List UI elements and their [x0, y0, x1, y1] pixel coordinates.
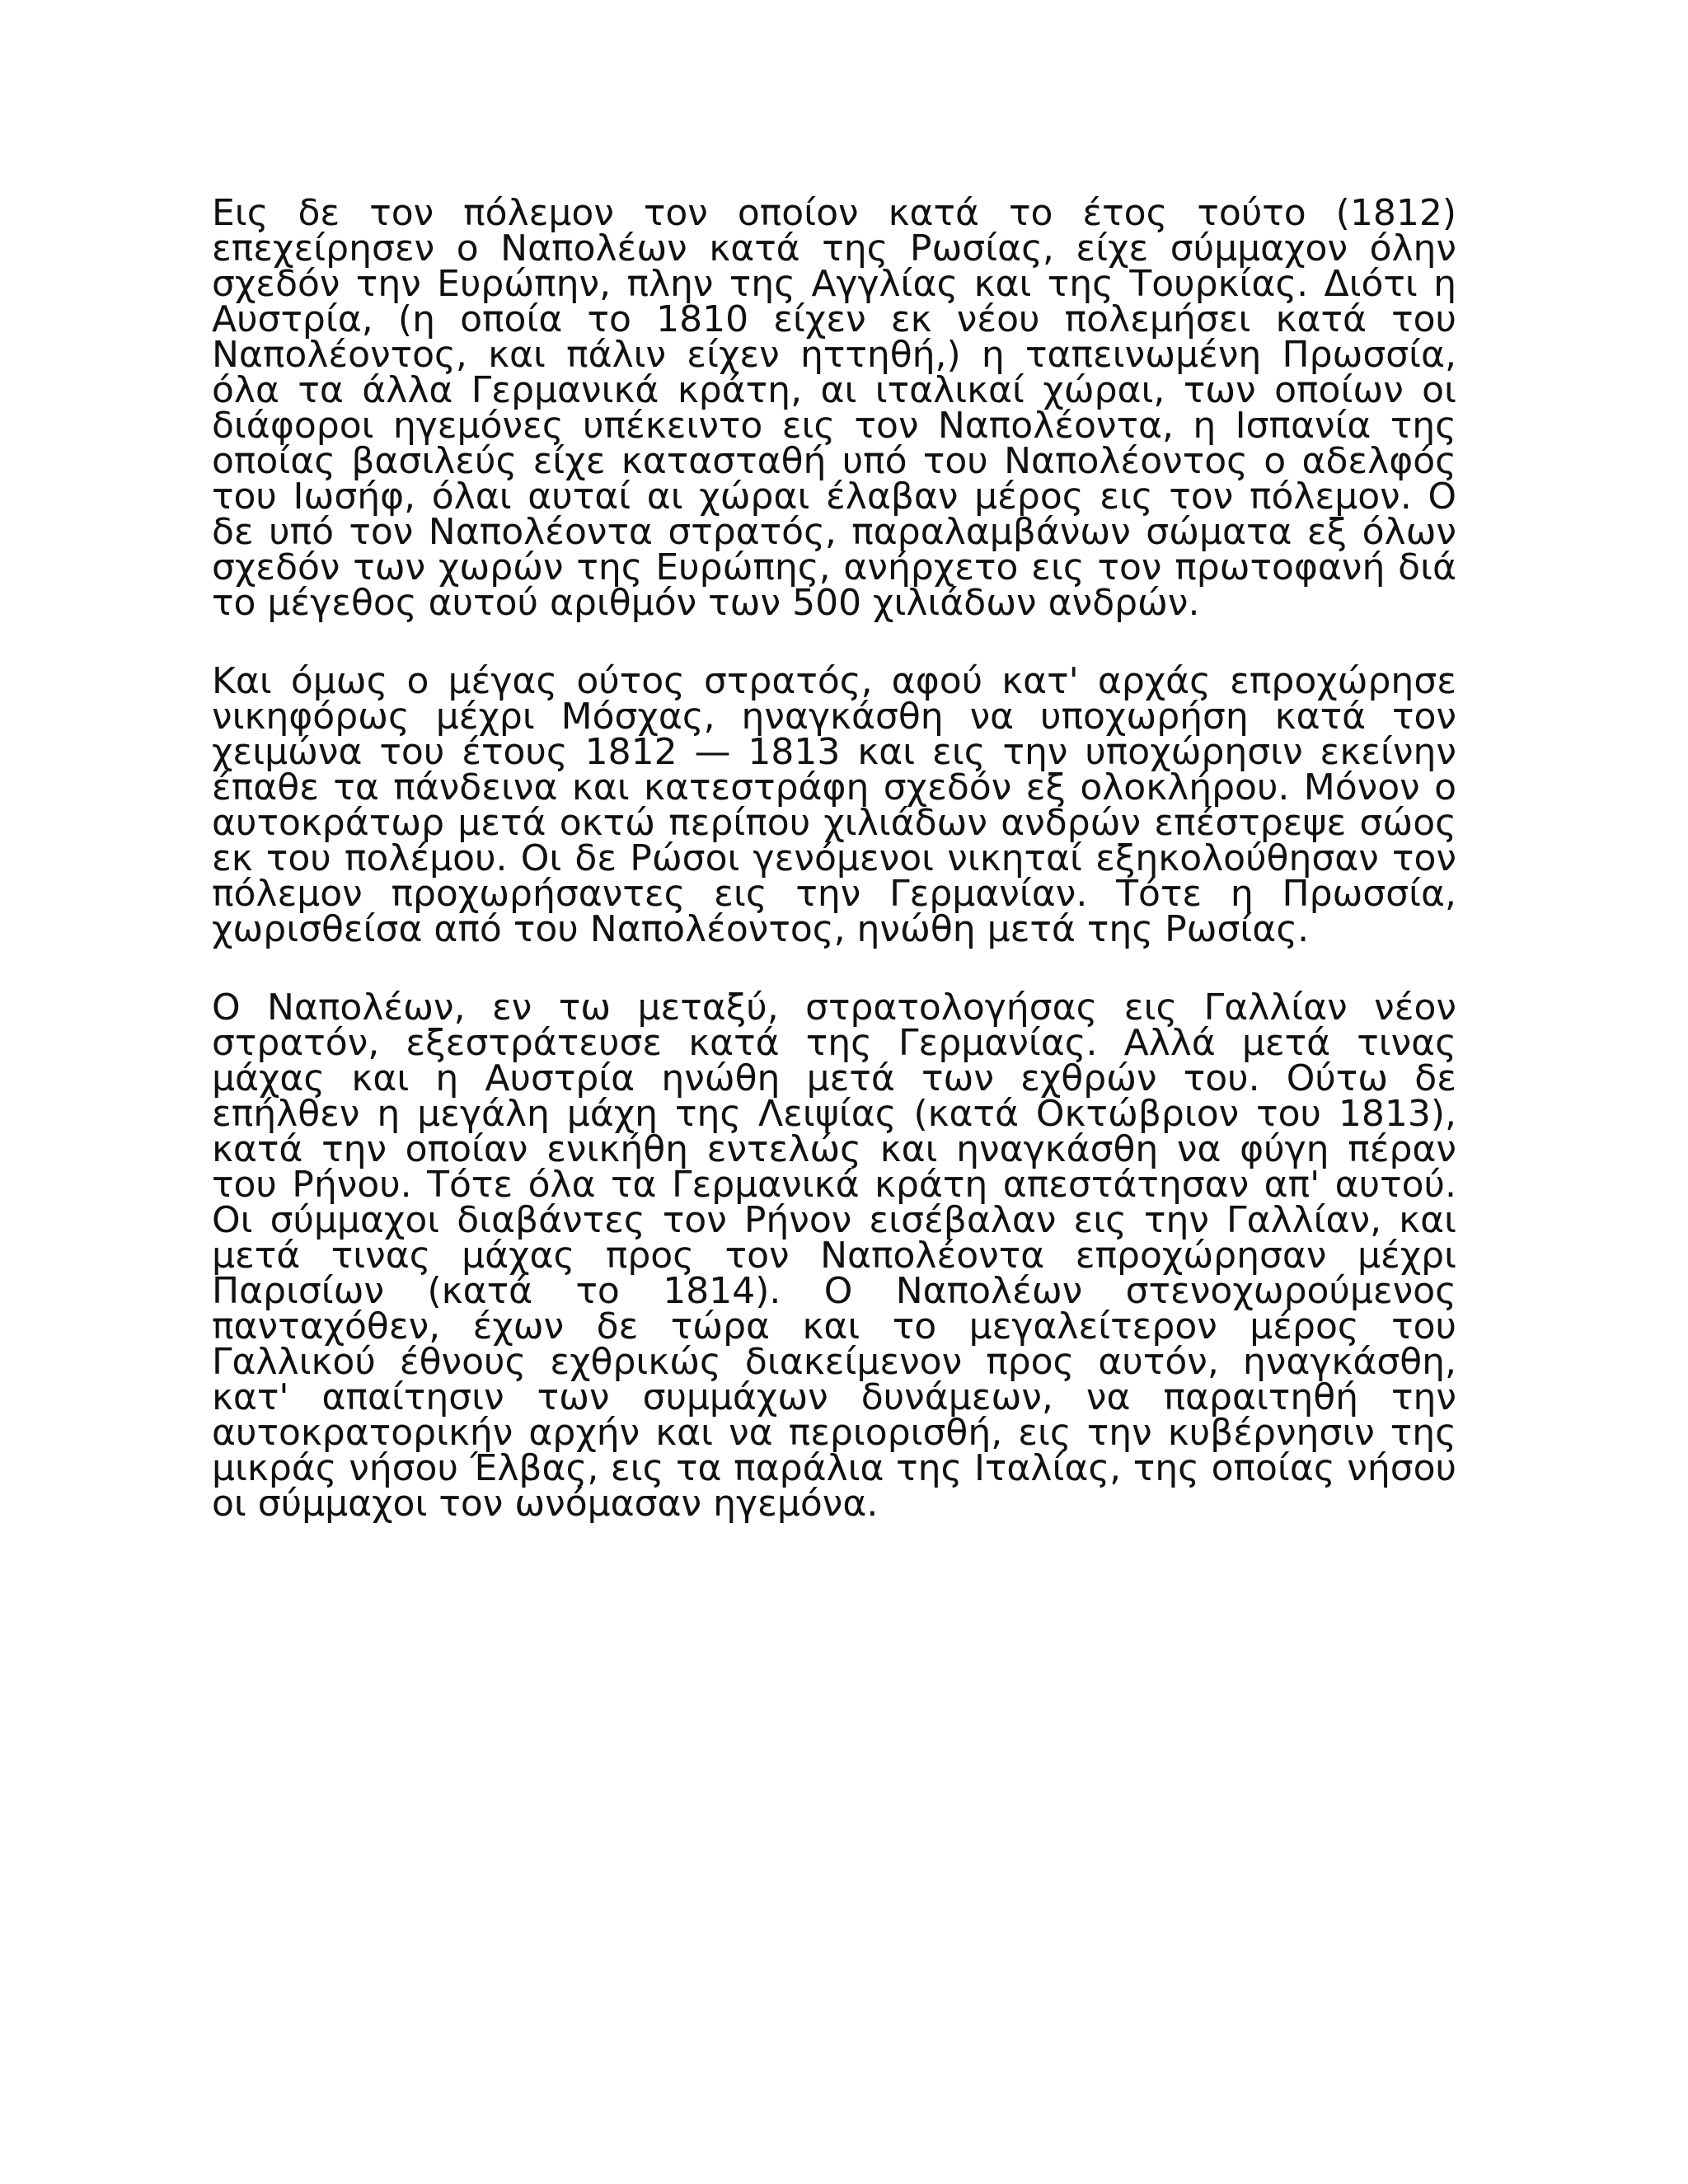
paragraph-2: Και όμως ο μέγας ούτος στρατός, αφού κατ' αρχάς επροχώρησε νικηφόρως μέχρι Μόσχας, ηναγκάσθη να υποχωρήση κατά τον χειμώνα του έτους 1812 — 1813 και εις την υποχώρησιν εκείνην έπαθε τα πάνδεινα και κατεστράφη σχεδόν εξ ολοκλήρου. Μόνον ο αυτοκράτωρ μετά οκτώ περίπου χιλιάδων ανδρών επέστρεψε σώος εκ του πολέμου. Οι δε Ρώσοι γενόμενοι νικηταί εξηκολούθησαν τον πόλεμον προχωρήσαντες εις την Γερμανίαν. Τότε η Πρωσσία, χωρισθείσα από του Ναπολέοντος, ηνώθη μετά της Ρωσίας.: [212, 660, 1456, 950]
paragraph-3: Ο Ναπολέων, εν τω μεταξύ, στρατολογήσας εις Γαλλίαν νέον στρατόν, εξεστράτευσε κατά της Γερμανίας. Αλλά μετά τινας μάχας και η Αυστρία ηνώθη μετά των εχθρών του. Ούτω δε επήλθεν η μεγάλη μάχη της Λειψίας (κατά Οκτώβριον του 1813), κατά την οποίαν ενικήθη εντελώς και ηναγκάσθη να φύγη πέραν του Ρήνου. Τότε όλα τα Γερμανικά κράτη απεστάτησαν απ' αυτού. Οι σύμμαχοι διαβάντες τον Ρήνον εισέβαλαν εις την Γαλλίαν, και μετά τινας μάχας προς τον Ναπολέοντα επροχώρησαν μέχρι Παρισίων (κατά το 1814). Ο Ναπολέων στενοχωρούμενος πανταχόθεν, έχων δε τώρα και το μεγαλείτερον μέρος του Γαλλικού έθνους εχθρικώς διακείμενον προς αυτόν, ηναγκάσθη, κατ' απαίτησιν των συμμάχων δυνάμεων, να παραιτηθή την αυτοκρατορικήν αρχήν και να περιορισθή, εις την κυβέρνησιν της μικράς νήσου Έλβας, εις τα παράλια της Ιταλίας, της οποίας νήσου οι σύμμαχοι τον ωνόμασαν ηγεμόνα.: [212, 987, 1456, 1525]
body-text: [212, 192, 1456, 1564]
paragraph-1: Εις δε τον πόλεμον τον οποίον κατά το έτος τούτο (1812) επεχείρησεν ο Ναπολέων κατά της Ρωσίας, είχε σύμμαχον όλην σχεδόν την Ευρώπην, πλην της Αγγλίας και της Τουρκίας. Διότι η Αυστρία, (η οποία το 1810 είχεν εκ νέου πολεμήσει κατά του Ναπολέοντος, και πάλιν είχεν ηττηθή,) η ταπεινωμένη Πρωσσία, όλα τα άλλα Γερμανικά κράτη, αι ιταλικαί χώραι, των οποίων οι διάφοροι ηγεμόνες υπέκειντο εις τον Ναπολέοντα, η Ισπανία της οποίας βασιλεύς είχε κατασταθή υπό του Ναπολέοντος ο αδελφός του Ιωσήφ, όλαι αυταί αι χώραι έλαβαν μέρος εις τον πόλεμον. Ο δε υπό τον Ναπολέοντα στρατός, παραλαμβάνων σώματα εξ όλων σχεδόν των χωρών της Ευρώπης, ανήρχετο εις τον πρωτοφανή διά το μέγεθος αυτού αριθμόν των 500 χιλιάδων ανδρών.: [212, 192, 1456, 624]
